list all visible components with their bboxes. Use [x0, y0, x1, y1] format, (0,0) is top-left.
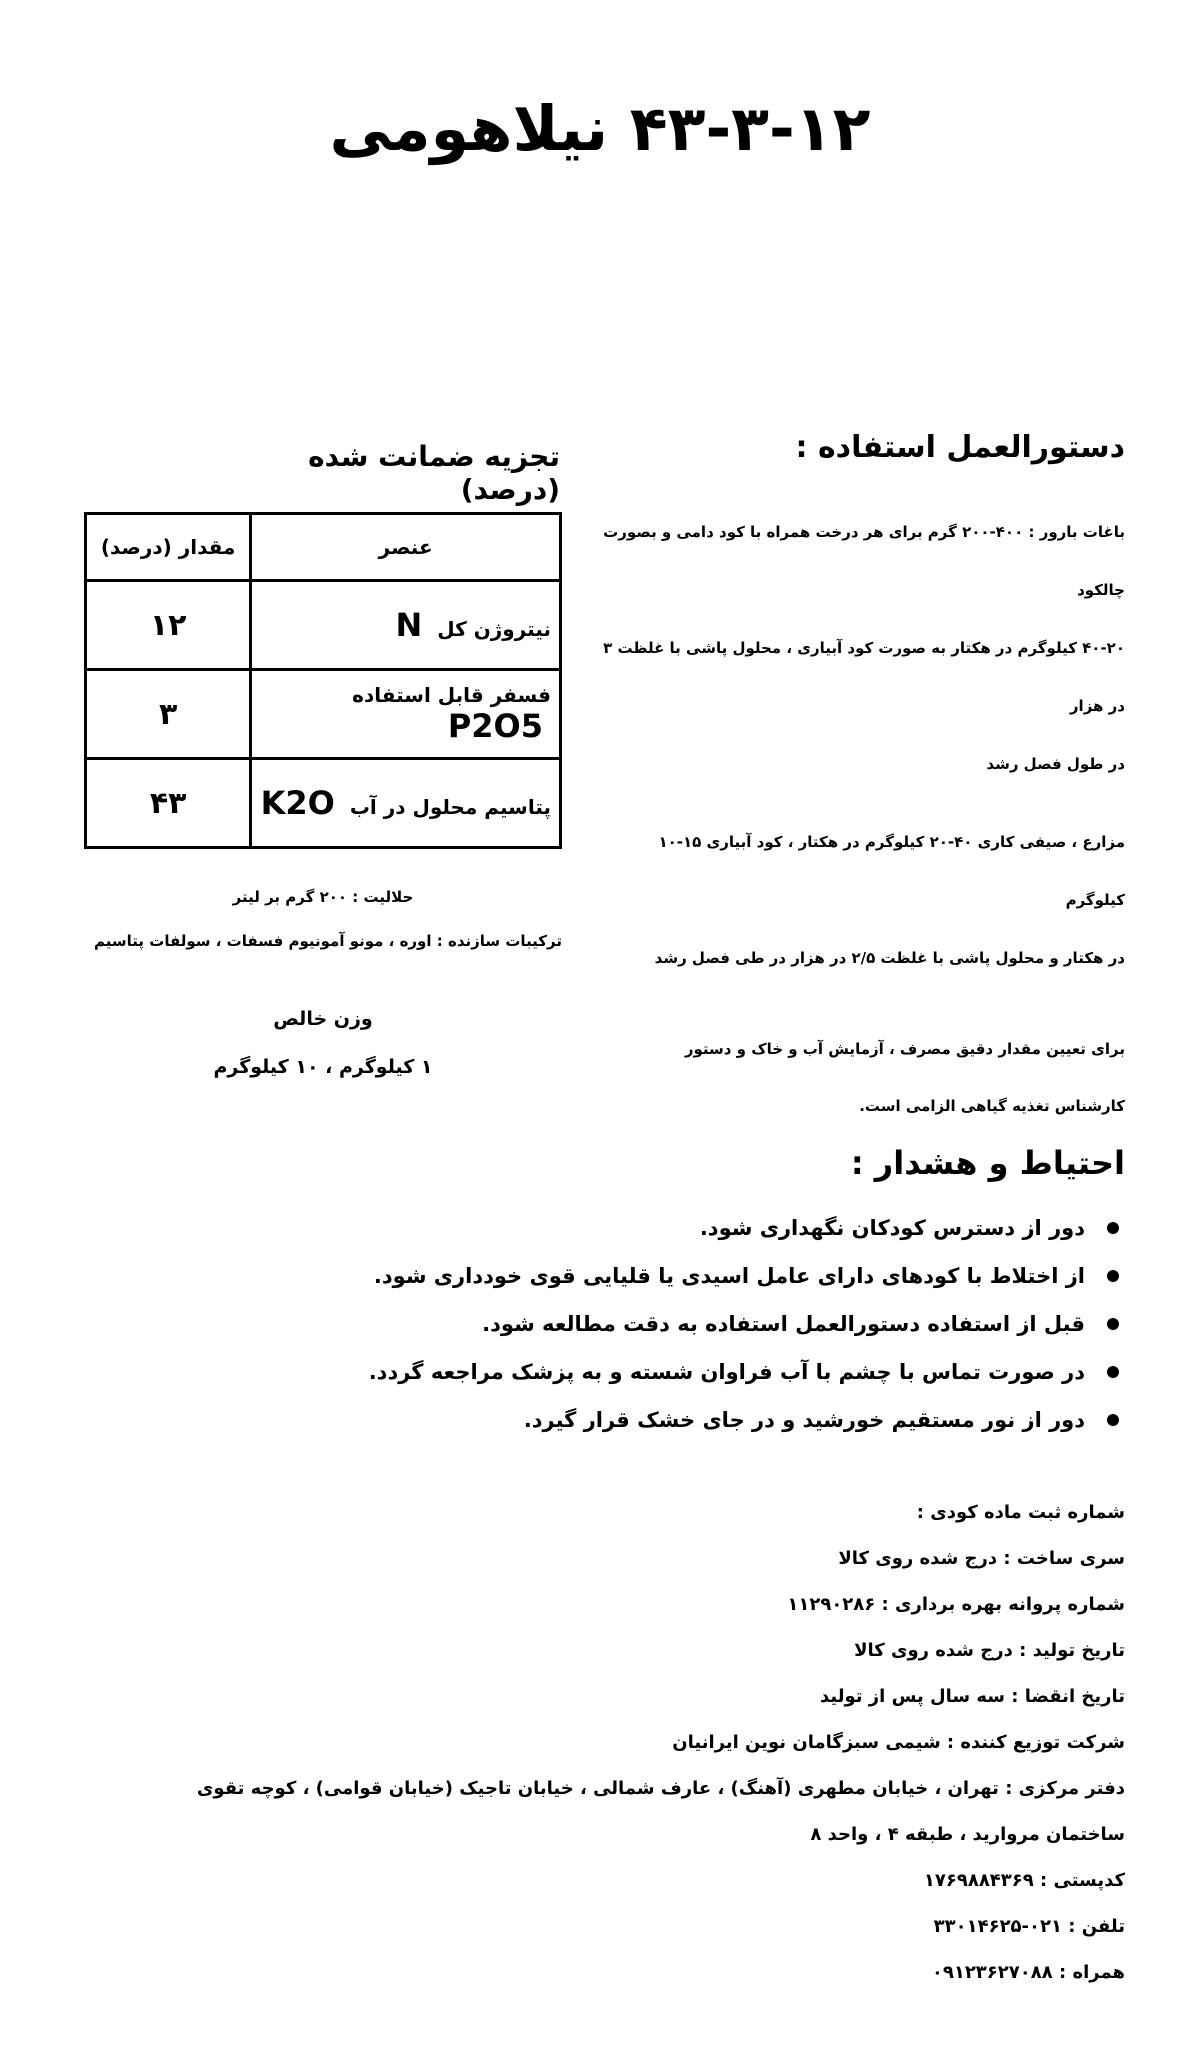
net-weight-label: وزن خالص [273, 1008, 373, 1030]
usage-line: در طول فصل رشد [986, 755, 1125, 773]
product-specs [84, 888, 562, 1078]
list-item [225, 1396, 1085, 1444]
warnings-section [225, 1144, 1125, 1444]
table-row [86, 670, 561, 759]
analysis-table [84, 512, 562, 849]
warning-text: در صورت تماس با چشم با آب فراوان شسته و به پزشک مراجعه گردد. [368, 1360, 1085, 1384]
element-name: فسفر قابل استفاده [352, 683, 551, 707]
table-row [86, 581, 561, 670]
amount-cell: ۱۲ [86, 581, 251, 670]
info-expiry: تاریخ انقضا : سه سال پس از تولید [819, 1686, 1125, 1707]
usage-line: کارشناس تغذیه گیاهی الزامی است. [859, 1097, 1125, 1115]
usage-line: برای تعیین مقدار دقیق مصرف ، آزمایش آب و خاک و دستور [684, 1040, 1125, 1058]
info-mobile: همراه : ۰۹۱۲۳۶۲۷۰۸۸ [931, 1962, 1125, 1983]
info-address-2: ساختمان مروارید ، طبقه ۴ ، واحد ۸ [810, 1824, 1125, 1845]
bullet-icon [1107, 1318, 1119, 1330]
info-registration: شماره ثبت ماده کودی : [916, 1502, 1125, 1523]
product-info [125, 1490, 1125, 1996]
list-item [225, 1300, 1085, 1348]
amount-cell: ۳ [86, 670, 251, 759]
warning-text: از اختلاط با کودهای دارای عامل اسیدی یا قلیایی قوی خودداری شود. [373, 1264, 1085, 1288]
element-symbol: P2O5 [447, 707, 543, 745]
amount-cell: ۴۳ [86, 759, 251, 848]
solubility-text: حلالیت : ۲۰۰ گرم بر لیتر [232, 888, 414, 906]
bullet-icon [1107, 1222, 1119, 1234]
element-cell [251, 759, 561, 848]
usage-heading: دستورالعمل استفاده : [795, 430, 1125, 465]
list-item [225, 1348, 1085, 1396]
info-batch: سری ساخت : درج شده روی کالا [838, 1548, 1125, 1569]
header-element: عنصر [251, 514, 561, 581]
element-symbol: N [395, 606, 423, 644]
element-cell [251, 670, 561, 759]
usage-line: در هکتار و محلول پاشی با غلظت ۲/۵ در هزار در طی فصل رشد [654, 949, 1125, 967]
info-production-date: تاریخ تولید : درج شده روی کالا [854, 1640, 1125, 1661]
usage-section [595, 430, 1125, 1135]
warning-text: دور از نور مستقیم خورشید و در جای خشک قرار گیرد. [523, 1408, 1085, 1432]
warning-text: دور از دسترس کودکان نگهداری شود. [699, 1216, 1085, 1240]
info-postal-code: کدپستی : ۱۷۶۹۸۸۴۳۶۹ [923, 1870, 1125, 1891]
ingredients-text: ترکیبات سازنده : اوره ، مونو آمونیوم فسفات ، سولفات پتاسیم [94, 932, 562, 950]
bullet-icon [1107, 1366, 1119, 1378]
info-address: دفتر مرکزی : تهران ، خیابان مطهری (آهنگ) ، عارف شمالی ، خیابان تاجیک (خیابان قوامی) ، کوچه تقوی [196, 1778, 1125, 1799]
list-item [225, 1252, 1085, 1300]
list-item [225, 1204, 1085, 1252]
info-distributor: شرکت توزیع کننده : شیمی سبزگامان نوین ایرانیان [672, 1732, 1125, 1753]
info-license: شماره پروانه بهره برداری : ۱۱۲۹۰۲۸۶ [787, 1594, 1125, 1615]
usage-line: باغات بارور : ۴۰۰-۲۰۰ گرم برای هر درخت همراه با کود دامی و بصورت چالکود [603, 523, 1125, 599]
element-name: پتاسیم محلول در آب [349, 795, 551, 819]
bullet-icon [1107, 1414, 1119, 1426]
warning-text: قبل از استفاده دستورالعمل استفاده به دقت مطالعه شود. [482, 1312, 1085, 1336]
page-title: ۴۳-۳-۱۲ نیلاهومی [329, 92, 871, 165]
table-row [86, 759, 561, 848]
table-header-row [86, 514, 561, 581]
element-name: نیتروژن کل [437, 617, 551, 641]
net-weight-value: ۱ کیلوگرم ، ۱۰ کیلوگرم [213, 1056, 433, 1078]
warnings-list [225, 1204, 1125, 1444]
usage-line: ۴۰-۲۰ کیلوگرم در هکتار به صورت کود آبیاری ، محلول پاشی با غلظت ۳ در هزار [603, 639, 1125, 715]
element-symbol: K2O [260, 784, 335, 822]
usage-line: مزارع ، صیفی کاری ۴۰-۲۰ کیلوگرم در هکتار ، کود آبیاری ۱۵-۱۰ کیلوگرم [658, 833, 1125, 909]
warnings-heading: احتیاط و هشدار : [850, 1144, 1125, 1182]
header-amount: مقدار (درصد) [86, 514, 251, 581]
bullet-icon [1107, 1270, 1119, 1282]
analysis-title: تجزیه ضمانت شده (درصد) [308, 440, 560, 506]
element-cell [251, 581, 561, 670]
info-phone: تلفن : ۰۲۱-۳۳۰۱۴۶۲۵ [933, 1916, 1125, 1937]
